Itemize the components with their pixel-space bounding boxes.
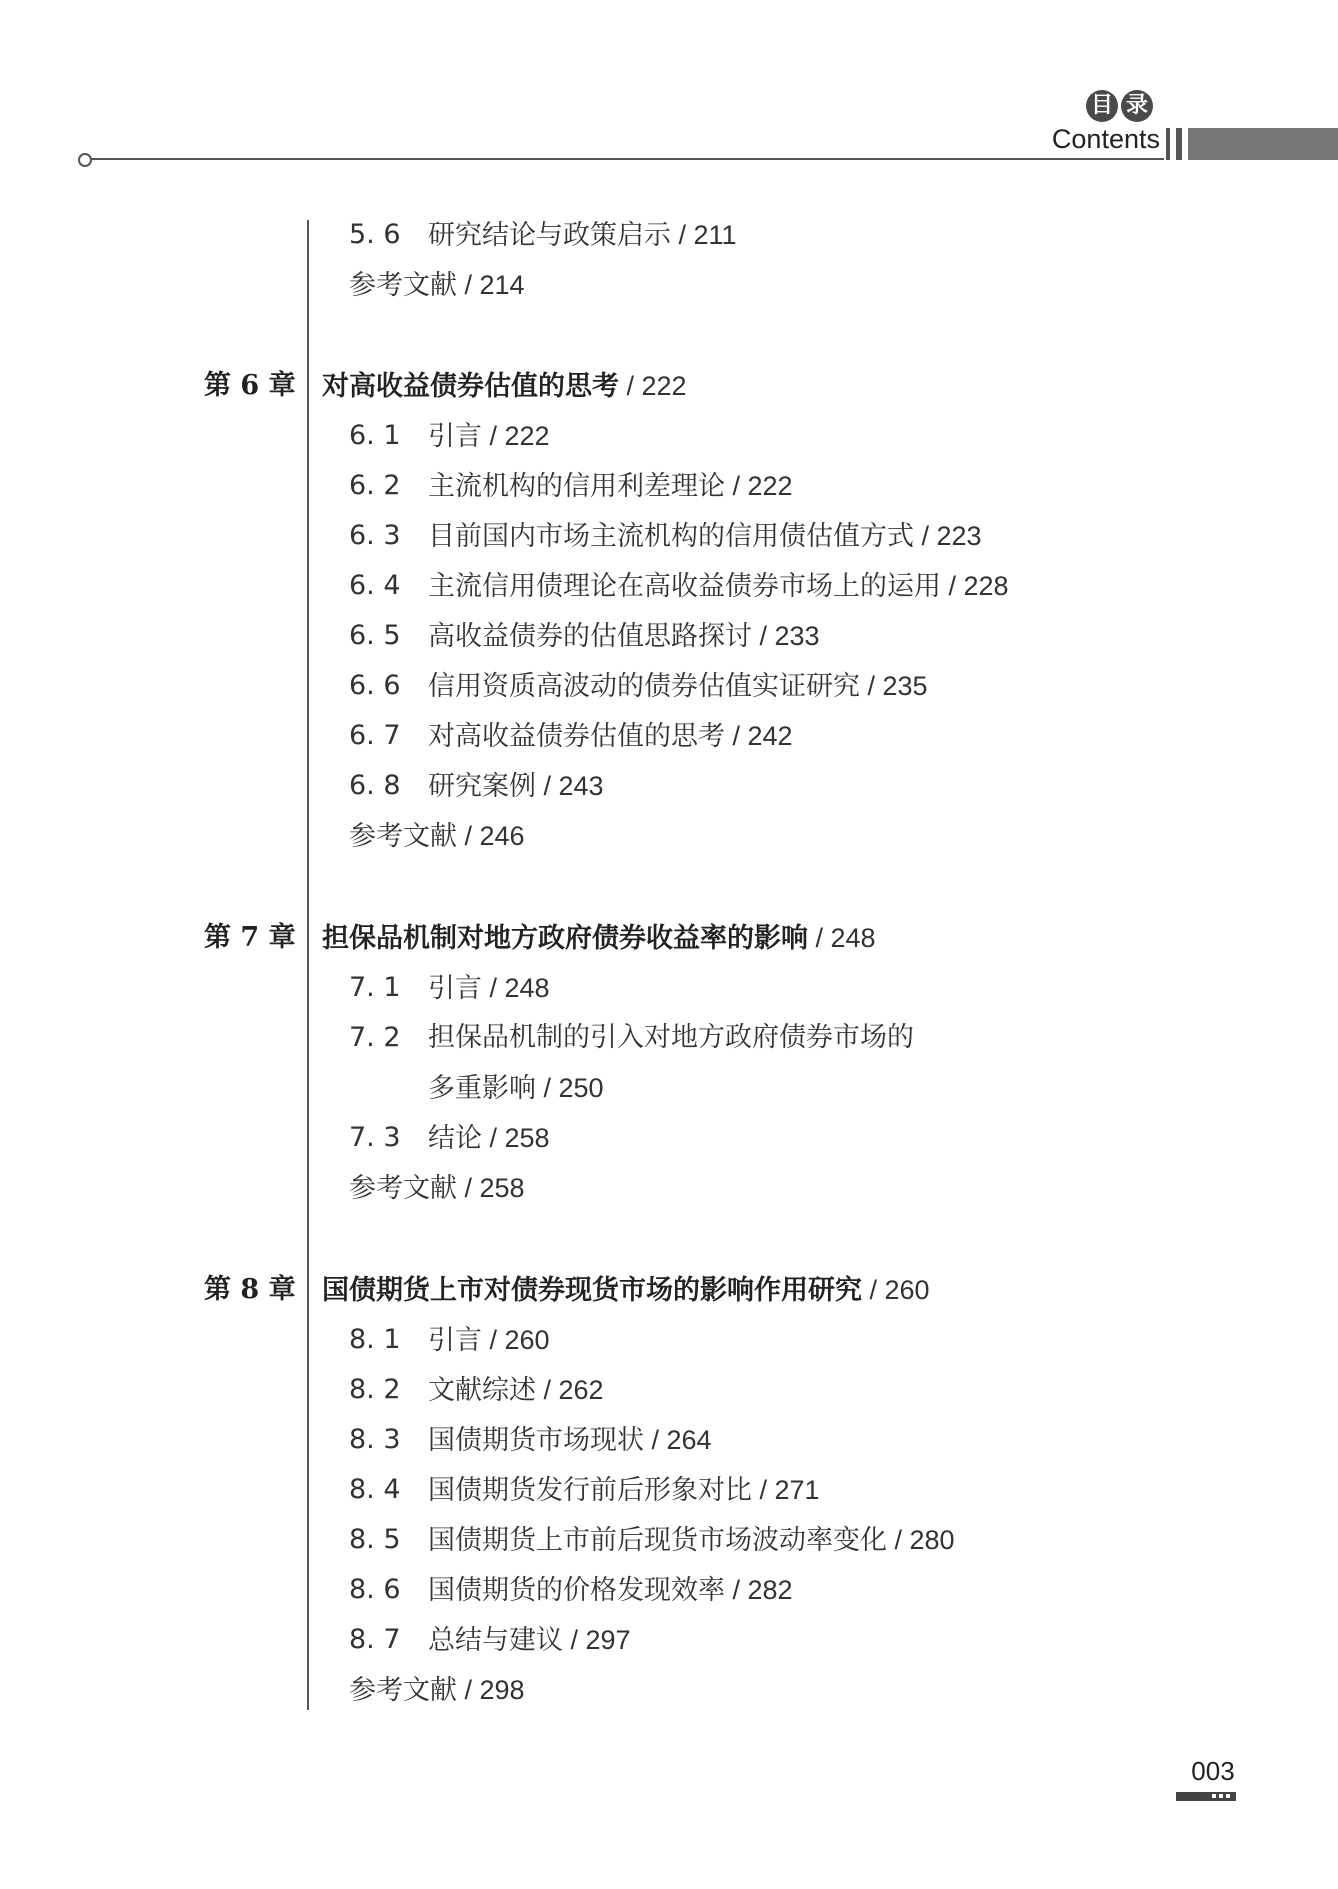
section-title-line: 研究结论与政策启示 / 211 <box>428 220 737 251</box>
page-number: 242 <box>747 721 793 751</box>
section-number: 6. 7 <box>349 720 401 751</box>
section-title-line: 文献综述 / 262 <box>428 1375 604 1406</box>
section-title-line: 引言 / 222 <box>428 421 550 452</box>
chapter-label: 第 6 章 <box>204 370 296 401</box>
section-number: 6. 3 <box>349 520 401 551</box>
references-line: 参考文献 / 246 <box>349 821 525 852</box>
section-number: 7. 1 <box>349 972 401 1003</box>
section-number: 8. 5 <box>349 1524 401 1555</box>
section-number: 6. 1 <box>349 420 401 451</box>
header-bar <box>1166 128 1170 160</box>
page-number: 264 <box>666 1425 712 1455</box>
section-title-line: 多重影响 / 250 <box>428 1073 604 1104</box>
references-line: 参考文献 / 258 <box>349 1173 525 1204</box>
chapter-title[interactable]: 对高收益债券估值的思考 / 222 <box>322 371 687 402</box>
section-number: 7. 2 <box>349 1022 401 1053</box>
section-title-line: 国债期货上市前后现货市场波动率变化 / 280 <box>428 1525 955 1556</box>
section-title-line: 高收益债券的估值思路探讨 / 233 <box>428 621 820 652</box>
section-title-line: 引言 / 248 <box>428 973 550 1004</box>
folio-page-number: 003 <box>1191 1756 1235 1786</box>
section-title-line: 结论 / 258 <box>428 1123 550 1154</box>
page-number: 260 <box>504 1325 550 1355</box>
page-number: 282 <box>747 1575 793 1605</box>
chapter-label: 第 7 章 <box>204 922 296 953</box>
section-number: 5. 6 <box>349 219 401 250</box>
page-number: 211 <box>693 220 737 250</box>
contents-title-cn <box>1086 90 1153 122</box>
references-line: 参考文献 / 298 <box>349 1675 525 1706</box>
page-number: 235 <box>882 671 928 701</box>
section-number: 7. 3 <box>349 1122 401 1153</box>
section-number: 6. 8 <box>349 770 401 801</box>
section-title-line: 主流机构的信用利差理论 / 222 <box>428 471 793 502</box>
page-number: 222 <box>504 421 550 451</box>
header-bar <box>1176 128 1182 160</box>
folio-dots-icon <box>1212 1794 1230 1798</box>
page-number: 271 <box>774 1475 820 1505</box>
header-rule-dot <box>78 153 92 167</box>
page-number: 258 <box>504 1123 550 1153</box>
page-number: 260 <box>884 1275 930 1305</box>
section-number: 8. 2 <box>349 1374 401 1405</box>
header-rule <box>90 158 1164 160</box>
chapter-title[interactable]: 国债期货上市对债券现货市场的影响作用研究 / 260 <box>322 1275 930 1306</box>
page-number: 243 <box>558 771 604 801</box>
section-number: 6. 5 <box>349 620 401 651</box>
section-number: 8. 6 <box>349 1574 401 1605</box>
section-number: 8. 1 <box>349 1324 401 1355</box>
section-title-line: 国债期货发行前后形象对比 / 271 <box>428 1475 820 1506</box>
section-number: 6. 2 <box>349 470 401 501</box>
title-char-badge: 录 <box>1121 90 1153 122</box>
page-number: 248 <box>830 923 876 953</box>
page-number: 248 <box>504 973 550 1003</box>
section-title-line: 目前国内市场主流机构的信用债估值方式 / 223 <box>428 521 982 552</box>
header-bar <box>1188 128 1338 160</box>
page-number: 233 <box>774 621 820 651</box>
toc-vertical-rule <box>307 220 309 1710</box>
section-title-line: 引言 / 260 <box>428 1325 550 1356</box>
section-title-line: 国债期货的价格发现效率 / 282 <box>428 1575 793 1606</box>
section-title-line: 国债期货市场现状 / 264 <box>428 1425 712 1456</box>
page-number: 250 <box>558 1073 604 1103</box>
page-number: 223 <box>936 521 982 551</box>
section-title-line: 主流信用债理论在高收益债券市场上的运用 / 228 <box>428 571 1009 602</box>
contents-title-en: Contents <box>1051 124 1160 154</box>
section-number: 6. 6 <box>349 670 401 701</box>
section-title-line: 信用资质高波动的债券估值实证研究 / 235 <box>428 671 928 702</box>
section-number: 8. 4 <box>349 1474 401 1505</box>
page-number: 214 <box>479 270 525 300</box>
page-number: 222 <box>747 471 793 501</box>
section-title-line: 研究案例 / 243 <box>428 771 604 802</box>
section-title-line: 总结与建议 / 297 <box>428 1625 631 1656</box>
page-number: 280 <box>909 1525 955 1555</box>
page-number: 258 <box>479 1173 525 1203</box>
page-number: 262 <box>558 1375 604 1405</box>
section-number: 8. 3 <box>349 1424 401 1455</box>
page-number: 222 <box>641 371 687 401</box>
section-number: 6. 4 <box>349 570 401 601</box>
page-number: 246 <box>479 821 525 851</box>
chapter-label: 第 8 章 <box>204 1274 296 1305</box>
section-title-line: 担保品机制的引入对地方政府债券市场的 <box>428 1022 914 1053</box>
page-number: 298 <box>479 1675 525 1705</box>
references-line: 参考文献 / 214 <box>349 270 525 301</box>
title-char-badge: 目 <box>1086 90 1118 122</box>
section-number: 8. 7 <box>349 1624 401 1655</box>
page-number: 297 <box>585 1625 631 1655</box>
section-title-line: 对高收益债券估值的思考 / 242 <box>428 721 793 752</box>
chapter-title[interactable]: 担保品机制对地方政府债券收益率的影响 / 248 <box>322 923 876 954</box>
page-number: 228 <box>963 571 1009 601</box>
